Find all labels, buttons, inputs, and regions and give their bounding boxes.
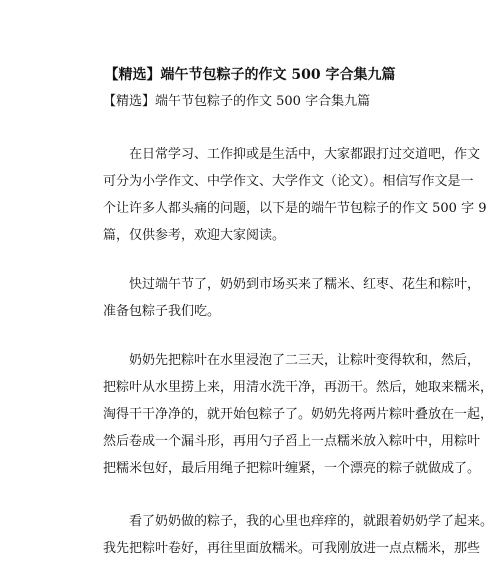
paragraph-line: 在日常学习、工作抑或是生活中，大家都跟打过交道吧，作文 (103, 147, 481, 162)
paragraph-line: 把粽叶从水里捞上来，用清水洗干净，再沥干。然后，她取来糯米， (103, 380, 494, 395)
document-subtitle: 【精选】端午节包粽子的作文 500 字合集九篇 (103, 94, 371, 109)
paragraph-line: 淘得干干净净的，就开始包粽子了。奶奶先将两片粽叶叠放在一起， (103, 407, 494, 422)
paragraph-learning (103, 508, 493, 562)
paragraph-market (103, 271, 480, 325)
paragraph-grandma-wrapping (103, 347, 493, 482)
paragraph-line: 看了奶奶做的粽子，我的心里也痒痒的，就跟着奶奶学了起来。 (103, 514, 494, 529)
paragraph-line: 准备包粽子我们吃。 (103, 304, 221, 319)
paragraph-intro (103, 141, 486, 249)
document-title: 【精选】端午节包粽子的作文 500 字合集九篇 (104, 67, 396, 83)
paragraph-line: 把糯米包好，最后用绳子把粽叶缠紧，一个漂亮的粽子就做成了。 (103, 461, 481, 476)
paragraph-line: 个让许多人都头痛的问题，以下是的端午节包粽子的作文 500 字 9 (103, 201, 487, 216)
paragraph-line: 奶奶先把粽叶在水里浸泡了二三天，让粽叶变得软和，然后， (103, 353, 481, 368)
paragraph-line: 快过端午节了，奶奶到市场买来了糯米、红枣、花生和粽叶， (103, 277, 481, 292)
paragraph-line: 篇，仅供参考，欢迎大家阅读。 (103, 228, 286, 243)
paragraph-line: 可分为小学作文、中学作文、大学作文（论文）。相信写作文是一 (103, 174, 474, 189)
paragraph-line: 然后卷成一个漏斗形，再用勺子舀上一点糯米放入粽叶中，用粽叶 (103, 434, 481, 449)
paragraph-line: 我先把粽叶卷好，再往里面放糯米。可我刚放进一点点糯米，那些 (103, 541, 481, 556)
